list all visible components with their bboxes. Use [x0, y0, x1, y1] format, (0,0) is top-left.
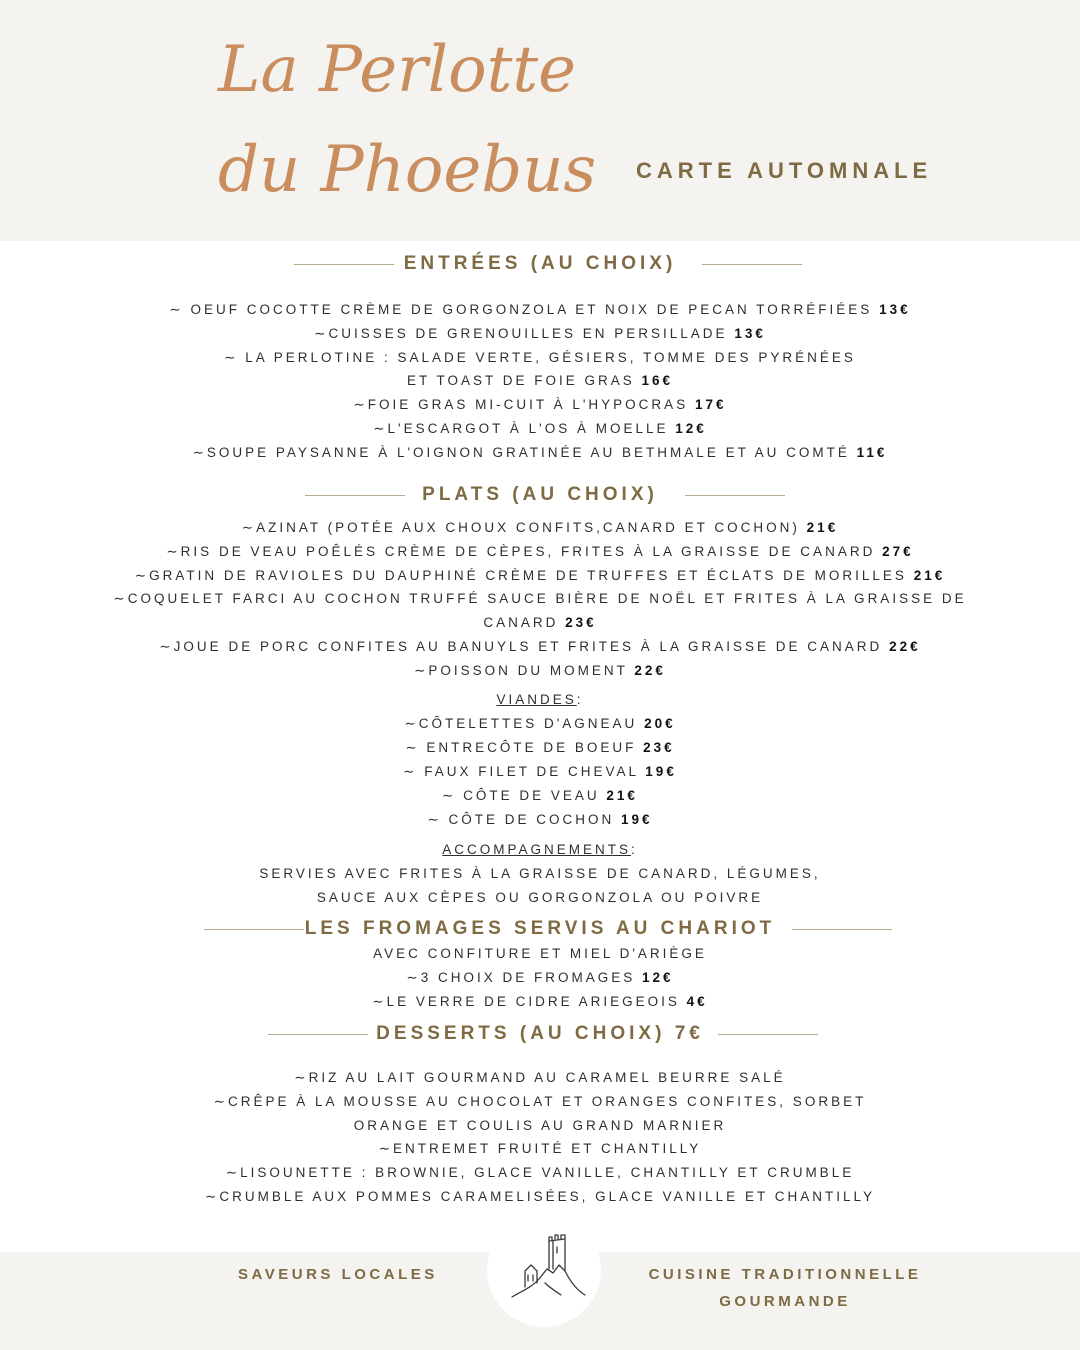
menu-item-text: ∼ENTREMET FRUITÉ ET CHANTILLY: [378, 1141, 702, 1157]
menu-item-price: 13€: [879, 302, 911, 317]
footer-right-tagline-line1: CUISINE TRADITIONNELLE: [648, 1266, 922, 1283]
menu-item-text: ∼ CÔTE DE COCHON: [427, 812, 615, 827]
section-title: LES FROMAGES SERVIS AU CHARIOT: [304, 918, 776, 939]
menu-item-text: ∼LISOUNETTE : BROWNIE, GLACE VANILLE, CHANTILLY ET CRUMBLE: [225, 1165, 855, 1181]
menu-item: [0, 1066, 1080, 1090]
menu-item-text: ∼POISSON DU MOMENT: [414, 662, 628, 678]
menu-item-text: ∼CRÊPE À LA MOUSSE AU CHOCOLAT ET ORANGES CONFITES, SORBET: [213, 1093, 867, 1109]
menu-item: [0, 441, 1080, 465]
menu-item-price: 23€: [643, 740, 675, 755]
menu-item-price: 21€: [913, 567, 946, 583]
menu-item: [0, 298, 1080, 322]
menu-note: [0, 862, 1080, 886]
menu-item: [0, 611, 1080, 635]
section-entrees-heading: [0, 249, 1080, 279]
menu-item: [0, 1114, 1080, 1138]
menu-item-text: ∼SOUPE PAYSANNE À L'OIGNON GRATINÉE AU BETHMALE ET AU COMTÉ: [192, 444, 850, 460]
menu-item-price: 12€: [642, 970, 674, 985]
section-plats-heading: [0, 480, 1080, 510]
menu-item: [0, 587, 1080, 611]
divider-right: [702, 264, 802, 265]
menu-item-price: 4€: [686, 994, 708, 1009]
divider-right: [718, 1034, 818, 1035]
menu-item-price: 19€: [645, 764, 677, 779]
menu-item-price: 11€: [856, 444, 888, 460]
menu-item: [0, 369, 1080, 393]
menu-item-text: ∼LE VERRE DE CIDRE ARIEGEOIS: [372, 994, 680, 1009]
section-desserts-heading: [0, 1019, 1080, 1049]
menu-item-text: ∼ ENTRECÔTE DE BOEUF: [405, 740, 637, 755]
menu-item: [0, 564, 1080, 588]
menu-subtitle: CARTE AUTOMNALE: [636, 158, 933, 183]
menu-note: [0, 886, 1080, 910]
menu-item: [0, 1090, 1080, 1114]
menu-item-text: ∼GRATIN DE RAVIOLES DU DAUPHINÉ CRÈME DE TRUFFES ET ÉCLATS DE MORILLES: [134, 567, 907, 583]
menu-item: [0, 417, 1080, 441]
menu-item: [0, 760, 1080, 784]
logo-badge: [487, 1213, 601, 1327]
divider-right: [685, 495, 785, 496]
menu-item-text: ∼RIS DE VEAU POÊLÉS CRÈME DE CÈPES, FRITES À LA GRAISSE DE CANARD: [166, 543, 876, 559]
menu-item-price: 23€: [565, 615, 597, 631]
menu-item: [0, 990, 1080, 1014]
menu-item-text: ∼ OEUF COCOTTE CRÈME DE GORGONZOLA ET NOIX DE PECAN TORRÉFIÉES: [169, 302, 873, 317]
menu-item: [0, 1185, 1080, 1209]
menu-item: [0, 540, 1080, 564]
menu-item: [0, 1161, 1080, 1185]
viandes-label-text: VIANDES: [496, 692, 577, 707]
section-fromages-heading: [0, 914, 1080, 944]
menu-item: [0, 966, 1080, 990]
menu-item-price: 20€: [644, 716, 676, 731]
menu-item: [0, 1137, 1080, 1161]
accompagnements-label-text: ACCOMPAGNEMENTS: [442, 842, 631, 857]
footer-right-tagline-line2: GOURMANDE: [719, 1293, 851, 1310]
menu-item-text: ∼ CÔTE DE VEAU: [442, 788, 600, 803]
menu-item-text: ∼RIZ AU LAIT GOURMAND AU CARAMEL BEURRE SALÉ: [294, 1070, 786, 1085]
footer-left-tagline: SAVEURS LOCALES: [238, 1266, 438, 1283]
section-title: ENTRÉES (AU CHOIX): [403, 253, 677, 274]
menu-item-price: 27€: [882, 543, 914, 559]
menu-item-price: 13€: [734, 325, 766, 341]
section-title: DESSERTS (AU CHOIX) 7€: [376, 1023, 704, 1044]
menu-item-text: SERVIES AVEC FRITES À LA GRAISSE DE CANARD, LÉGUMES,: [259, 866, 821, 881]
menu-item-text: ∼L'ESCARGOT À L'OS À MOELLE: [373, 421, 669, 436]
viandes-label: VIANDES:: [496, 692, 584, 707]
menu-item-text: ET TOAST DE FOIE GRAS: [406, 373, 635, 389]
menu-item-text: CANARD: [483, 615, 559, 631]
menu-item: [0, 635, 1080, 659]
menu-item: [0, 942, 1080, 966]
menu-item: [0, 784, 1080, 808]
menu-item: [0, 736, 1080, 760]
menu-item-text: ∼AZINAT (POTÉE AUX CHOUX CONFITS,CANARD ET COCHON): [241, 520, 800, 535]
menu-item-price: 16€: [641, 373, 674, 389]
menu-item-text: ∼CUISSES DE GRENOUILLES EN PERSILLADE: [314, 325, 728, 341]
menu-item-text: ∼ LA PERLOTINE : SALADE VERTE, GÉSIERS, TOMME DES PYRÉNÉES: [224, 349, 856, 365]
menu-item: [0, 322, 1080, 346]
menu-item-price: 22€: [889, 639, 921, 654]
menu-item-text: ∼FOIE GRAS MI-CUIT À L'HYPOCRAS: [353, 397, 689, 413]
menu-item-text: ∼ FAUX FILET DE CHEVAL: [403, 764, 639, 779]
section-title: PLATS (AU CHOIX): [422, 484, 658, 505]
divider-right: [792, 929, 892, 930]
menu-item-price: 21€: [806, 520, 839, 535]
menu-item: [0, 659, 1080, 683]
menu-item-price: 17€: [694, 397, 727, 413]
header-band: [0, 0, 1080, 241]
menu-item: [0, 346, 1080, 370]
menu-item-text: AVEC CONFITURE ET MIEL D'ARIÈGE: [373, 946, 707, 961]
menu-item-text: ∼3 CHOIX DE FROMAGES: [406, 970, 636, 985]
menu-item-text: ∼CRUMBLE AUX POMMES CARAMELISÉES, GLACE VANILLE ET CHANTILLY: [205, 1189, 875, 1204]
menu-item-text: ∼CÔTELETTES D'AGNEAU: [404, 716, 638, 731]
menu-item: [0, 808, 1080, 832]
castle-tower-icon: [487, 1213, 601, 1327]
menu-item-text: ∼JOUE DE PORC CONFITES AU BANUYLS ET FRITES À LA GRAISSE DE CANARD: [159, 639, 883, 654]
menu-item: [0, 393, 1080, 417]
menu-item-text: SAUCE AUX CÈPES OU GORGONZOLA OU POIVRE: [316, 890, 764, 905]
menu-item-price: 19€: [621, 812, 653, 827]
menu-item: [0, 516, 1080, 540]
menu-item-price: 22€: [634, 662, 666, 678]
menu-item-price: 21€: [606, 788, 638, 803]
menu-item: [0, 712, 1080, 736]
menu-item-price: 12€: [675, 421, 707, 436]
menu-item-text: ∼COQUELET FARCI AU COCHON TRUFFÉ SAUCE BIÈRE DE NOËL ET FRITES À LA GRAISSE DE: [113, 591, 967, 607]
restaurant-name-line1: La Perlotte: [218, 33, 576, 107]
restaurant-name-line2: du Phoebus: [218, 133, 597, 207]
accompagnements-label: ACCOMPAGNEMENTS:: [442, 842, 638, 857]
menu-item-text: ORANGE ET COULIS AU GRAND MARNIER: [353, 1117, 727, 1133]
